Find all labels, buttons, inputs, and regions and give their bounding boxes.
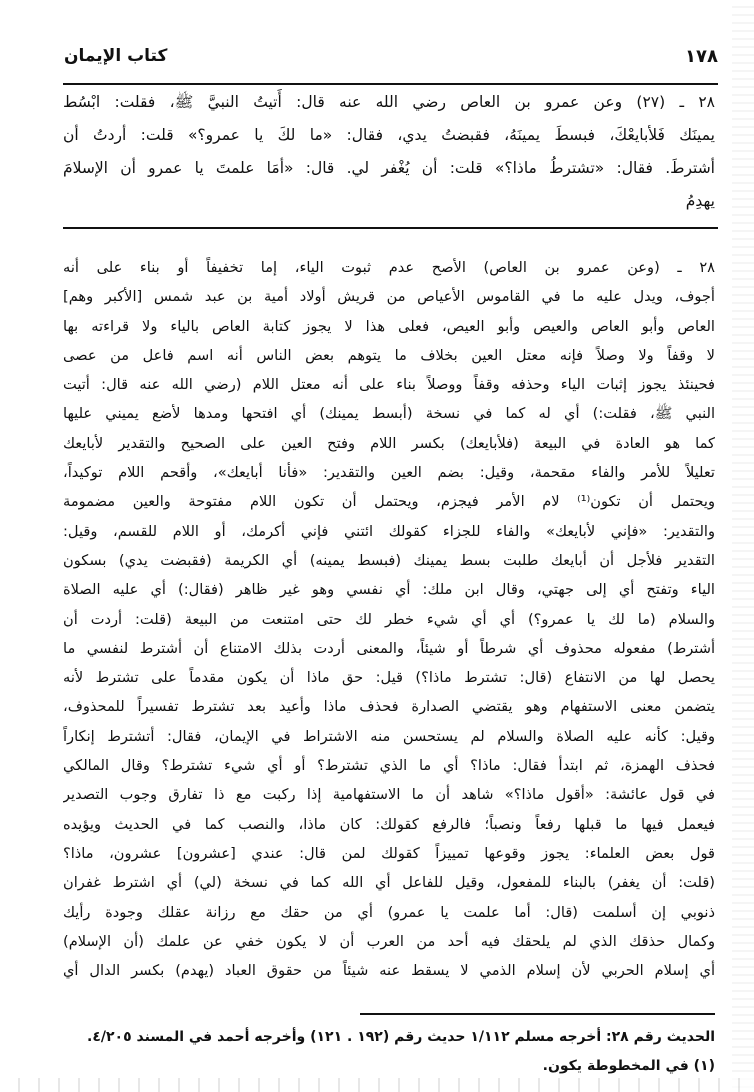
commentary-line: لا وقفاً ولا وصلاً فإنه معتل العين بخلاف ما يتوهم بعض الناس أنه اسم فاعل من عصى (63, 346, 715, 364)
hadith-line: أشترطَ. فقال: «تشترطُ ماذا؟» قلت: أن يُغْفر لي. قال: «أمَا علمتَ يا عمرو أن الإسلامَ (63, 159, 715, 177)
commentary-line: يتضمن معنى الاستفهام وهو يقتضي الصدارة فحذف ماذا وأعيد بعد تشترط تفسيراً للمحذوف، (63, 698, 715, 716)
commentary-line: أجوف، ويدل عليه ما في القاموس الأعياص من قريش أولاد أمية بن عبد شمس [الأكبر وهم] (63, 288, 715, 306)
commentary-line: ذنوبي إن أسلمت (قال: أما علمت يا عمرو) أي من حقك مع رزانة عقلك وجودة رأيك (63, 903, 715, 921)
page-number: ١٧٨ (685, 46, 718, 67)
commentary-line: تعليلاً للأمر والفاء مقحمة، وقيل: بضم العين والتقدير: «فأنا أبايعك»، وأقحم اللام توكيداً، (63, 464, 715, 482)
commentary-line: وكمال حذقك الذي لم يلحقك فيه أحد من العرب أن لا يكون خفي عن علمك (أن الإسلام) (63, 932, 715, 950)
running-header-title: كتاب الإيمان (64, 46, 168, 66)
commentary-line: والسلام (ما لك يا عمرو؟) أي أي شيء خطر لك حتى امتنعت من البيعة (قلت: أردت أن (63, 610, 715, 628)
page-edge-decoration (732, 0, 754, 1092)
hadith-line: ٢٨ ـ (٢٧) وعن عمرو بن العاص رضي الله عنه قال: أَتيتُ النبيَّ ﷺ، فقلت: ابْسُط (63, 93, 715, 111)
commentary-line: النبي ﷺ، فقلت:) أي له كما في نسخة (أبسط يمينك) أي افتحها ومدها لأضع يميني عليها (63, 405, 715, 423)
hadith-line: يهدِمُ (685, 192, 715, 210)
hadith-line: يمينَك فَلأبايعْكَ، فبسطَ يمينَهُ، فقبضتُ يدي، فقال: «ما لكَ يا عمرو؟» قلت: أردتُ أن (63, 126, 715, 144)
commentary-text (63, 253, 715, 985)
hadith-text (63, 86, 715, 218)
commentary-line: يحصل لها من الانتفاع (قال: تشترط ماذا؟) قيل: حق ماذا أن يكون مقدماً على تشترط لأنه (63, 669, 715, 687)
commentary-line: التقدير فلأجل أن أبايعك طلبت بسط يمينك (فبسط يمينه) أي الكريمة (فقبضت يدي) بسكون (63, 551, 715, 569)
commentary-line: فيعمل فيها ما قبلها رفعاً ونصباً؛ فالرفع كقولك: كان ماذا، والنصب كما في الحديث ويؤيده (63, 815, 715, 833)
commentary-line: وقيل: كأنه عليه الصلاة والسلام لم يستحسن منه الاشتراط في الإيمان، فقال: أتشترط إنكاراً (63, 727, 715, 745)
commentary-line: في قول عائشة: «أقول ماذا؟» شاهد أن ما الاستفهامية إذا ركبت مع ذا تفارق وجوب التصدير (63, 786, 715, 804)
commentary-line: أشترط) مفعوله محذوف أي شرطاً أو شيئاً، والمعنى أردت بذلك الامتناع أن أشترط لنفسي ما (63, 639, 715, 657)
section-rule (63, 227, 718, 229)
commentary-line: كما هو العادة في البيعة (فلأبايعك) بكسر اللام وفتح العين على الصحيح والتقدير لأبايعك (63, 434, 715, 452)
header-rule (63, 83, 718, 85)
page-bottom-decoration (0, 1078, 754, 1092)
commentary-line: ويحتمل أن تكون⁽¹⁾ لام الأمر فيجزم، ويحتمل أن تكون اللام مفتوحة والعين مضمومة (63, 493, 715, 511)
footnote-hadith-reference: الحديث رقم ٢٨: أخرجه مسلم ١/١١٢ حديث رقم (١٩٢ . ١٢١) وأخرجه أحمد في المسند ٤/٢٠٥. (87, 1029, 715, 1045)
commentary-line: الياء وتفتح أي إلى جهتي، وقال ابن ملك: أي نفسي وهو غير ظاهر (فقال:) أي عليه الصلاة (63, 581, 715, 599)
commentary-line: العاص وأبو العاص والعيص وأبو العيص، فعلى هذا لا يجوز كتابة العاص بالياء ولا قراءته بها (63, 317, 715, 335)
footnote-1: (١) في المخطوطة يكون. (542, 1058, 715, 1074)
commentary-line: (قلت: أن يغفر) بالبناء للمفعول، وقيل للفاعل أي الله كما في نسخة (لي) أي اشترط غفران (63, 874, 715, 892)
commentary-line: فحذف الهمزة، ثم ابتدأ فقال: ماذا؟ أي ما الذي تشترط؟ أو أي شيء تشترط؟ وقال المالكي (63, 757, 715, 775)
commentary-line: ٢٨ ـ (وعن عمرو بن العاص) الأصح عدم ثبوت الياء، إما تخفيفاً أو بناء على أنه (63, 259, 715, 276)
commentary-line: والتقدير: «فإني لأبايعك» والفاء للجزاء كقولك ائتني فإني أكرمك، أو اللام للقسم، وقيل: (63, 522, 715, 540)
commentary-line: قول بعض العلماء: يجوز وقوعها تمييزاً كقولك لمن قال: عندي [عشرون] عشرون، ماذا؟ (63, 844, 715, 862)
commentary-line: فحينئذ يجوز إثبات الياء وحذفه وقفاً ووصلاً بناء على أنه معتل اللام (رضي الله عنه قال: أتيت (63, 376, 715, 394)
footnote-rule (360, 1013, 715, 1015)
commentary-line: أي إسلام الحربي لأن إسلام الذمي لا يسقط عنه شيئاً من حقوق العباد (يهدم) بكسر الدال أي (63, 962, 715, 980)
